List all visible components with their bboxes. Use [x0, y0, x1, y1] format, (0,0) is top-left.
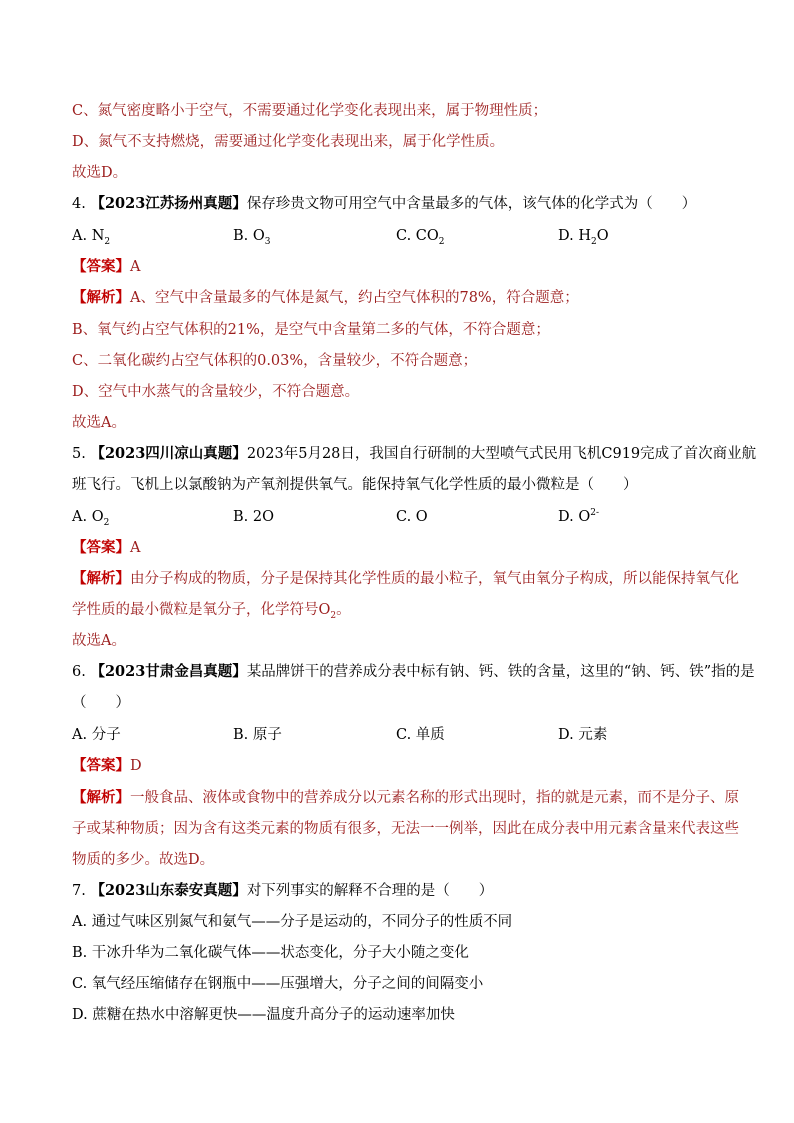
question-text: （ ） — [72, 695, 130, 711]
question-text: 班飞行。飞机上以氯酸钠为产氧剂提供氧气。能保持氧气化学性质的最小微粒是（ ） — [72, 477, 638, 493]
answer-value: A — [130, 540, 141, 556]
answer-tag: 【答案】 — [72, 539, 130, 556]
analysis-line: 物质的多少。故选D。 — [72, 852, 215, 868]
analysis-line: D、氮气不支持燃烧，需要通过化学变化表现出来，属于化学性质。 — [72, 134, 505, 150]
answer-line — [72, 756, 142, 776]
option-d: D. $O^{2-}$ — [558, 508, 599, 525]
analysis-tag: 【解析】 — [72, 289, 130, 306]
question-source: 【2023山东泰安真题】 — [90, 882, 247, 899]
option-b: B. 原子 — [233, 727, 282, 743]
analysis-line: 【解析】由分子构成的物质，分子是保持其化学性质的最小粒子，氧气由氧分子构成，所以能保持氧气化 — [72, 570, 739, 587]
answer-tag: 【答案】 — [72, 258, 130, 275]
option-c: C. 氧气经压缩储存在钢瓶中——压强增大，分子之间的间隔变小 — [72, 976, 484, 992]
analysis-line: 学性质的最小微粒是氧分子，化学符号$O_2$。 — [72, 602, 351, 621]
option-a: A. $O_2$ — [72, 509, 110, 528]
option-c: C. O — [396, 509, 428, 525]
conclusion-line: 故选D。 — [72, 165, 128, 181]
answer-value: D — [130, 758, 142, 774]
analysis-tag: 【解析】 — [72, 789, 130, 806]
question-4-stem — [72, 194, 696, 214]
question-number: 4. — [72, 196, 86, 212]
conclusion-line: 故选A。 — [72, 415, 126, 431]
question-source: 【2023甘肃金昌真题】 — [90, 663, 247, 680]
analysis-line: D、空气中水蒸气的含量较少，不符合题意。 — [72, 384, 360, 400]
analysis-line: C、氮气密度略小于空气，不需要通过化学变化表现出来，属于物理性质； — [72, 103, 548, 119]
question-number: 6. — [72, 664, 86, 680]
question-number: 7. — [72, 883, 86, 899]
analysis-line: C、二氧化碳约占空气体积的0.03%，含量较少，不符合题意； — [72, 353, 478, 369]
question-text: 某品牌饼干的营养成分表中标有钠、钙、铁的含量，这里的“钠、钙、铁”指的是 — [246, 664, 755, 680]
conclusion-line: 故选A。 — [72, 633, 126, 649]
question-source: 【2023江苏扬州真题】 — [90, 195, 247, 212]
answer-line — [72, 538, 140, 558]
option-b: B. 干冰升华为二氧化碳气体——状态变化，分子大小随之变化 — [72, 945, 469, 961]
option-b: B. $O_3$ — [233, 228, 271, 247]
analysis-line: B、氧气约占空气体积的21%，是空气中含量第二多的气体，不符合题意； — [72, 322, 550, 338]
option-c: C. $CO_2$ — [396, 228, 445, 247]
analysis-tag: 【解析】 — [72, 570, 130, 587]
question-text: 2023年5月28日，我国自行研制的大型喷气式民用飞机C919完成了首次商业航 — [246, 446, 757, 462]
analysis-line: 【解析】一般食品、液体或食物中的营养成分以元素名称的形式出现时，指的就是元素，而不是分子、原 — [72, 789, 739, 806]
option-b: B. 2O — [233, 509, 274, 525]
analysis-line: 子或某种物质；因为含有这类元素的物质有很多，无法一一例举，因此在成分表中用元素含量来代表这些 — [72, 821, 739, 837]
option-a: A. 分子 — [72, 727, 121, 743]
option-d: D. 元素 — [558, 727, 608, 743]
analysis-line: 【解析】A、空气中含量最多的气体是氮气，约占空气体积的78%，符合题意； — [72, 289, 579, 306]
answer-tag: 【答案】 — [72, 757, 130, 774]
option-c: C. 单质 — [396, 727, 445, 743]
question-source: 【2023四川凉山真题】 — [90, 445, 247, 462]
option-d: D. $H_2O$ — [558, 228, 609, 247]
question-5-stem — [72, 444, 756, 464]
option-d: D. 蔗糖在热水中溶解更快——温度升高分子的运动速率加快 — [72, 1007, 455, 1023]
option-a: A. $N_2$ — [72, 228, 111, 247]
option-a: A. 通过气味区别氮气和氨气——分子是运动的，不同分子的性质不同 — [72, 914, 513, 930]
question-number: 5. — [72, 446, 86, 462]
question-6-stem — [72, 662, 755, 682]
question-7-stem — [72, 881, 493, 901]
answer-line — [72, 257, 140, 277]
answer-value: A — [130, 259, 141, 275]
question-text: 保存珍贵文物可用空气中含量最多的气体，该气体的化学式为（ ） — [246, 196, 697, 212]
question-text: 对下列事实的解释不合理的是（ ） — [246, 883, 494, 899]
